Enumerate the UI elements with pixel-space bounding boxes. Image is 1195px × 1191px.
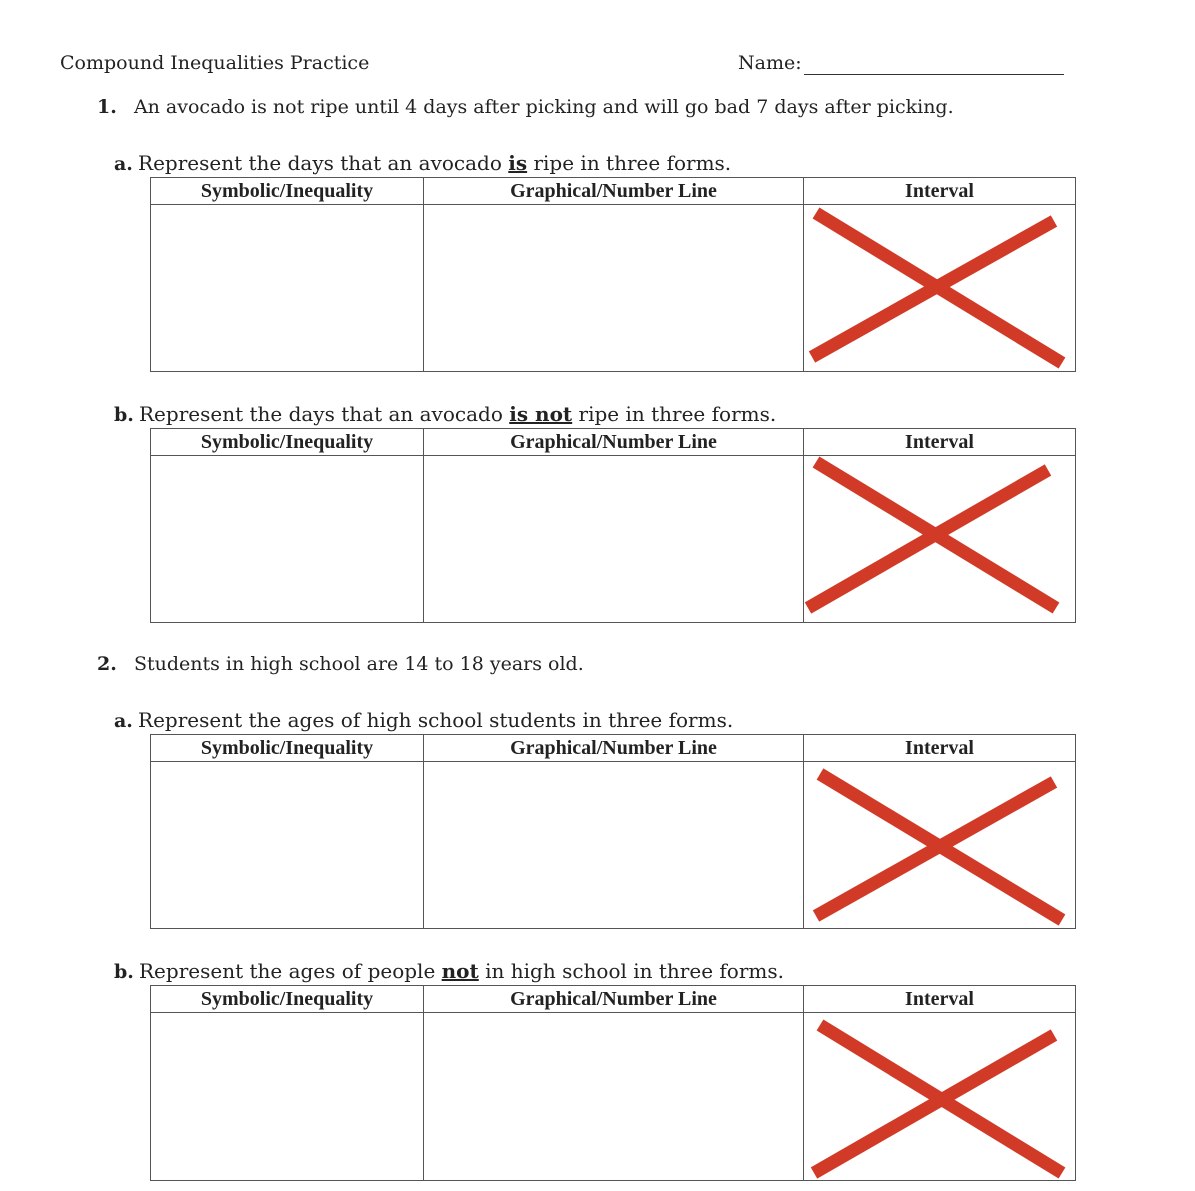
answer-table-1b [150, 428, 1076, 623]
part-text-before: Represent the days that an avocado [139, 402, 510, 426]
part-label: b. [114, 404, 134, 426]
question-number: 1. [97, 96, 117, 118]
column-header-interval: Interval [905, 180, 974, 202]
column-divider [423, 735, 424, 928]
question-2 [97, 653, 584, 675]
interval-cross-out-icon [804, 456, 1075, 623]
part-2a-prompt [114, 708, 733, 732]
column-divider [423, 986, 424, 1180]
interval-cross-out-icon [804, 205, 1075, 372]
part-emphasis: not [441, 959, 479, 983]
answer-table-2b [150, 985, 1076, 1181]
part-label: a. [114, 710, 133, 732]
column-header-graphical: Graphical/Number Line [510, 431, 717, 453]
name-blank-line[interactable] [804, 74, 1064, 75]
part-text-after: ripe in three forms. [527, 151, 732, 175]
question-number: 2. [97, 653, 117, 675]
column-header-graphical: Graphical/Number Line [510, 737, 717, 759]
column-header-graphical: Graphical/Number Line [510, 988, 717, 1010]
part-label: b. [114, 961, 134, 983]
part-text-before: Represent the ages of high school students in three forms. [138, 708, 734, 732]
part-text-before: Represent the days that an avocado [138, 151, 509, 175]
name-label: Name: [738, 52, 802, 74]
column-header-interval: Interval [905, 988, 974, 1010]
column-header-symbolic: Symbolic/Inequality [200, 988, 374, 1010]
column-divider [423, 178, 424, 371]
part-text-before: Represent the ages of people [139, 959, 442, 983]
column-header-interval: Interval [905, 737, 974, 759]
part-2b-prompt [114, 959, 784, 983]
part-1b-prompt [114, 402, 776, 426]
part-emphasis: is not [509, 402, 573, 426]
answer-table-2a [150, 734, 1076, 929]
part-1a-prompt [114, 151, 731, 175]
interval-cross-out-icon [804, 762, 1075, 929]
column-header-graphical: Graphical/Number Line [510, 180, 717, 202]
question-text: An avocado is not ripe until 4 days after picking and will go bad 7 days after picking. [133, 96, 954, 118]
part-text-after: in high school in three forms. [478, 959, 784, 983]
column-divider [423, 429, 424, 622]
part-text-after: ripe in three forms. [572, 402, 777, 426]
question-1 [97, 96, 954, 118]
part-emphasis: is [508, 151, 528, 175]
answer-table-1a [150, 177, 1076, 372]
column-header-interval: Interval [905, 431, 974, 453]
part-label: a. [114, 153, 133, 175]
interval-cross-out-icon [804, 1013, 1075, 1181]
column-header-symbolic: Symbolic/Inequality [200, 180, 374, 202]
question-text: Students in high school are 14 to 18 years old. [133, 653, 584, 675]
column-header-symbolic: Symbolic/Inequality [200, 737, 374, 759]
worksheet-title: Compound Inequalities Practice [60, 52, 370, 74]
column-header-symbolic: Symbolic/Inequality [200, 431, 374, 453]
